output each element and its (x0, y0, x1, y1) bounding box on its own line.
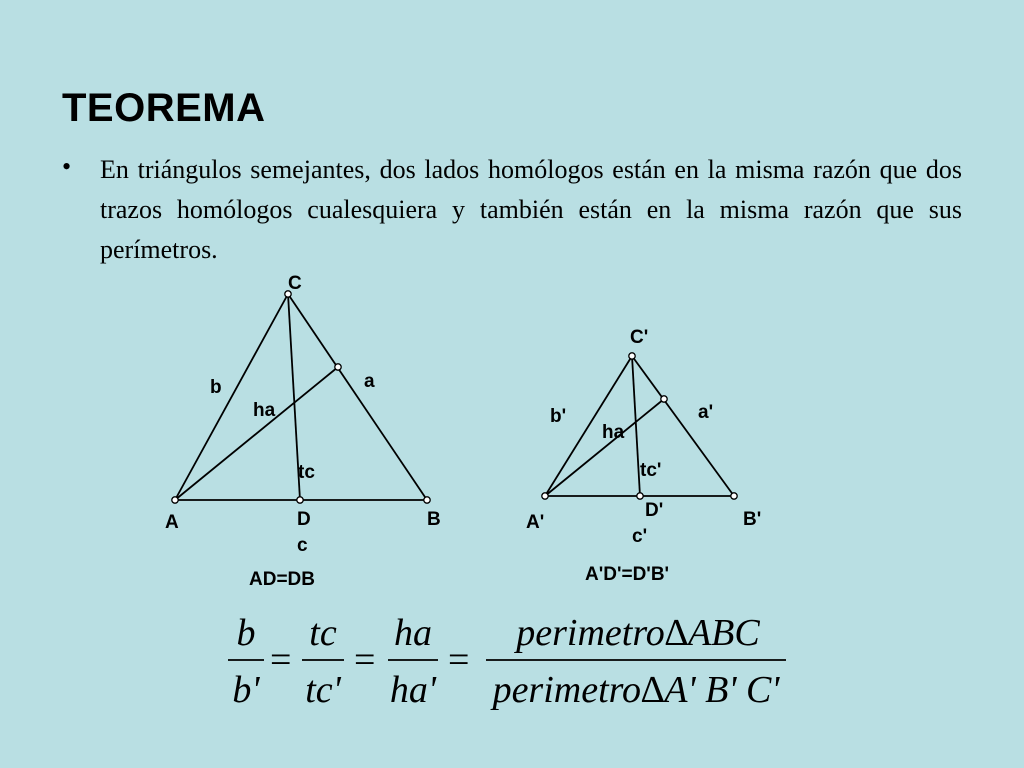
label-c-prime-vertex: C' (630, 327, 649, 348)
label-a-prime-vertex: A' (526, 512, 545, 533)
ratio-formula (220, 600, 810, 720)
theorem-text: En triángulos semejantes, dos lados homólogos están en la misma razón que dos trazos homólogos cualesquiera y también están en la misma razón que sus perímetros. (100, 155, 962, 264)
bullet-symbol: • (62, 152, 72, 181)
equals-1: = (270, 639, 292, 681)
fraction-3-denominator: ha' (389, 669, 437, 711)
fraction-4-denominator: perimetro∆A' B' C' (492, 669, 780, 711)
label-c-side: c (297, 535, 308, 556)
vertex-a (172, 497, 178, 503)
label-ha: ha (253, 400, 276, 421)
height-foot (335, 364, 341, 370)
fraction-1-numerator: b (236, 612, 256, 654)
label-b-prime: b' (550, 406, 567, 427)
label-d: D (297, 509, 311, 530)
fraction-1-denominator: b' (232, 669, 260, 711)
height-foot-prime (661, 396, 667, 402)
vertex-b (424, 497, 430, 503)
side-b (175, 294, 288, 500)
point-d (297, 497, 303, 503)
equals-3: = (448, 639, 470, 681)
equals-2: = (354, 639, 376, 681)
relation-left: AD=DB (249, 569, 315, 590)
point-d-prime (637, 493, 643, 499)
label-d-prime: D' (645, 500, 664, 521)
vertex-a-prime (542, 493, 548, 499)
fraction-2-numerator: tc (309, 612, 337, 654)
vertex-c-prime (629, 353, 635, 359)
fraction-4-numerator: perimetro∆ABC (516, 612, 760, 654)
label-c-vertex: C (288, 273, 302, 294)
fraction-2-denominator: tc' (305, 669, 341, 711)
label-a: a (364, 371, 375, 392)
fraction-3-numerator: ha (394, 612, 432, 654)
vertex-b-prime (731, 493, 737, 499)
median-tc-prime (632, 356, 640, 496)
label-b-prime-vertex: B' (743, 509, 762, 530)
slide-title: TEOREMA (62, 86, 266, 130)
label-a-prime: a' (698, 402, 714, 423)
label-tc: tc (298, 462, 315, 483)
label-a-vertex: A (165, 512, 179, 533)
label-tc-prime: tc' (640, 460, 662, 481)
label-b-vertex: B (427, 509, 441, 530)
label-c-prime-side: c' (632, 526, 648, 547)
label-ha-prime: ha (602, 422, 625, 443)
label-b: b (210, 377, 222, 398)
relation-right: A'D'=D'B' (585, 564, 670, 585)
